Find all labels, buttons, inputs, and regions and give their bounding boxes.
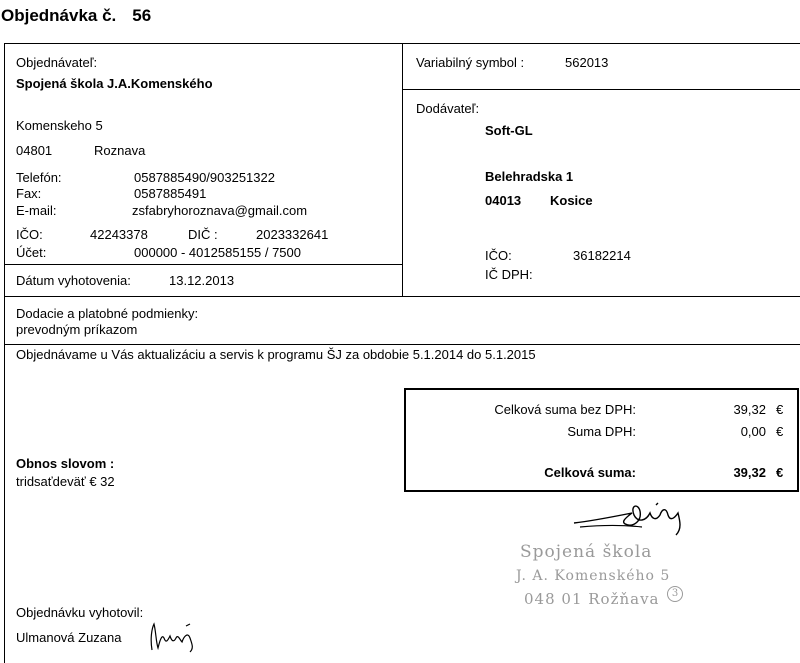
frame-middle-line — [402, 43, 403, 296]
buyer-label: Objednávateľ: — [16, 55, 98, 70]
vat-value: 0,00 — [740, 424, 766, 439]
stamp-line-1: Spojená škola — [520, 542, 653, 562]
buyer-dic: 2023332641 — [256, 227, 329, 242]
stamp-line-3: 048 01 Rožňava — [524, 590, 660, 608]
net-total-currency: € — [776, 402, 784, 417]
order-number: 56 — [132, 6, 152, 25]
order-title-label: Objednávka č. — [1, 6, 117, 25]
buyer-name: Spojená škola J.A.Komenského — [16, 76, 213, 91]
terms-label: Dodacie a platobné podmienky: — [16, 306, 199, 321]
vat-label: Suma DPH: — [567, 424, 636, 439]
supplier-zip: 04013 — [485, 193, 522, 208]
grand-total-currency: € — [776, 465, 784, 480]
buyer-email: zsfabryhoroznava@gmail.com — [132, 203, 308, 218]
terms-value: prevodným príkazom — [16, 322, 138, 337]
buyer-account-label: Účet: — [16, 245, 47, 260]
grand-total-value: 39,32 — [733, 465, 766, 480]
date-divider-line — [4, 264, 402, 265]
net-total-label: Celková suma bez DPH: — [494, 402, 636, 417]
supplier-name: Soft-GL — [485, 123, 533, 138]
frame-left-line — [4, 43, 5, 663]
buyer-account: 000000 - 4012585155 / 7500 — [134, 245, 301, 260]
buyer-email-label: E-mail: — [16, 203, 57, 218]
supplier-city: Kosice — [550, 193, 593, 208]
supplier-signature — [572, 497, 696, 537]
issue-date-value: 13.12.2013 — [169, 273, 235, 288]
net-total-value: 39,32 — [733, 402, 766, 417]
variable-symbol-value: 562013 — [565, 55, 609, 70]
issued-by-name: Ulmanová Zuzana — [16, 630, 122, 645]
in-words-label: Obnos slovom : — [16, 456, 115, 471]
order-title — [1, 6, 151, 26]
issue-date-label: Dátum vyhotovenia: — [16, 273, 131, 288]
symbol-divider-line — [402, 89, 800, 90]
issuer-signature — [146, 618, 198, 654]
issued-by-label: Objednávku vyhotovil: — [16, 605, 144, 620]
variable-symbol-label: Variabilný symbol : — [416, 55, 525, 70]
supplier-street: Belehradska 1 — [485, 169, 574, 184]
in-words-value: tridsaťdeväť € 32 — [16, 474, 115, 489]
buyer-zip: 04801 — [16, 143, 53, 158]
supplier-ico-label: IČO: — [485, 248, 512, 263]
parties-bottom-line — [4, 296, 800, 297]
buyer-phone-label: Telefón: — [16, 170, 62, 185]
vat-currency: € — [776, 424, 784, 439]
stamp-mark: 3 — [667, 586, 683, 602]
buyer-dic-label: DIČ : — [188, 227, 218, 242]
terms-bottom-line — [4, 344, 800, 345]
supplier-ico: 36182214 — [573, 248, 631, 263]
buyer-fax: 0587885491 — [134, 186, 207, 201]
buyer-fax-label: Fax: — [16, 186, 42, 201]
buyer-city: Roznava — [94, 143, 146, 158]
buyer-street: Komenskeho 5 — [16, 118, 103, 133]
grand-total-label: Celková suma: — [544, 465, 636, 480]
supplier-label: Dodávateľ: — [416, 101, 480, 116]
order-description: Objednávame u Vás aktualizáciu a servis k programu ŠJ za obdobie 5.1.2014 do 5.1.2015 — [16, 347, 536, 362]
stamp-line-2: J. A. Komenského 5 — [516, 568, 671, 584]
supplier-icdph-label: IČ DPH: — [485, 267, 533, 282]
buyer-ico: 42243378 — [90, 227, 148, 242]
buyer-ico-label: IČO: — [16, 227, 43, 242]
buyer-phone: 0587885490/903251322 — [134, 170, 275, 185]
